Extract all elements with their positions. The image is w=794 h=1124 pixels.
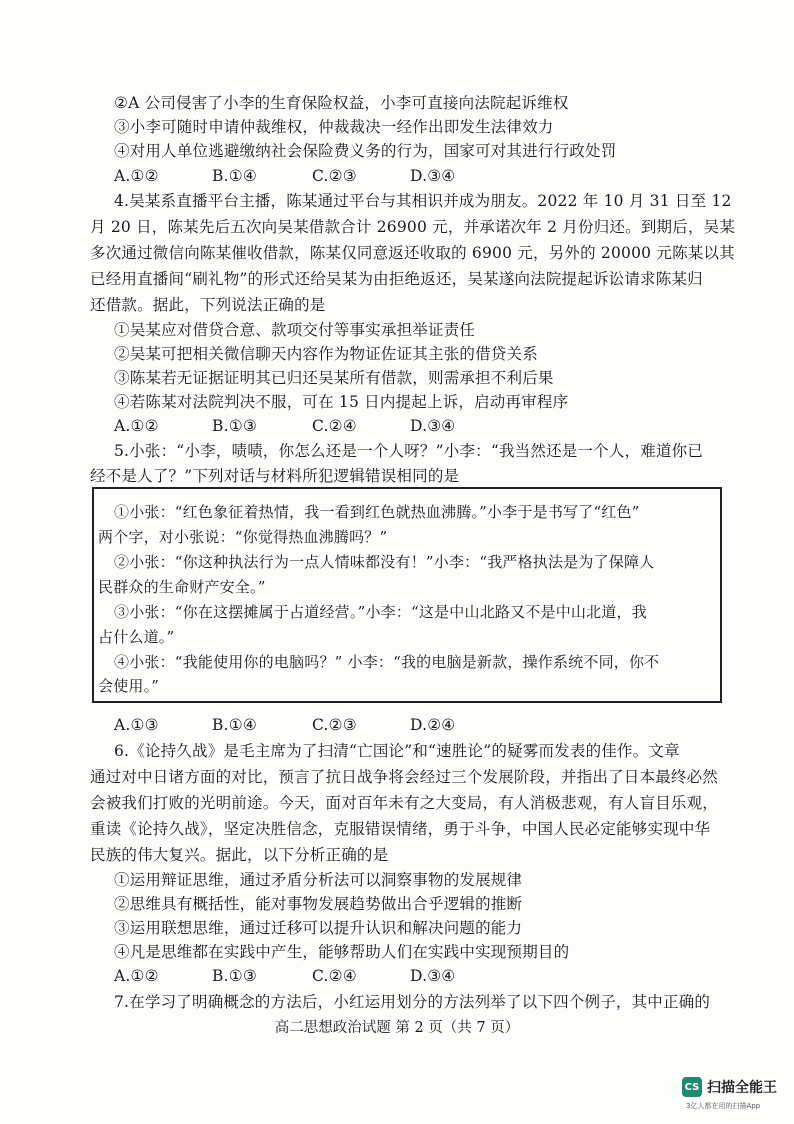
q5-dialogue-line: 占什么道。” bbox=[98, 628, 175, 646]
scanner-watermark bbox=[682, 1077, 777, 1097]
q4-statement-4: ④若陈某对法院判决不服，可在 15 日内提起上诉，启动再审程序 bbox=[114, 393, 569, 411]
q3-option-d: D.③④ bbox=[410, 167, 456, 185]
q6-stem-line: 通过对中日诸方面的对比，预言了抗日战争将会经过三个发展阶段，并指出了日本最终必然 bbox=[90, 768, 719, 786]
q4-statement-2: ②吴某可把相关微信聊天内容作为物证佐证其主张的借贷关系 bbox=[114, 345, 538, 363]
q6-stem-line: 民族的伟大复兴。据此，以下分析正确的是 bbox=[90, 846, 389, 864]
q5-dialogue-line: 会使用。” bbox=[98, 677, 160, 695]
q6-stem-line: 6.《论持久战》是毛主席为了扫清“亡国论”和“速胜论”的疑雾而发表的佳作。文章 bbox=[114, 742, 680, 760]
q6-statement-4: ④凡是思维都在实践中产生，能够帮助人们在实践中实现预期目的 bbox=[114, 943, 570, 961]
q4-statement-3: ③陈某若无证据证明其已归还吴某所有借款，则需承担不利后果 bbox=[114, 369, 554, 387]
q5-option-c: C.②③ bbox=[312, 716, 357, 734]
q5-dialogue-line: ③小张：“你在这摆摊属于占道经营。”小李：“这是中山北路又不是中山北道，我 bbox=[114, 603, 647, 621]
q4-stem-line: 已经用直播间“刷礼物”的形式还给吴某为由拒绝返还，吴某遂向法院提起诉讼请求陈某归 bbox=[90, 270, 703, 288]
q6-option-a: A.①② bbox=[114, 967, 159, 985]
q5-option-d: D.②④ bbox=[410, 716, 456, 734]
q3-option-b: B.①④ bbox=[212, 167, 257, 185]
q5-stem-line: 5.小张：“小李，啧啧，你怎么还是一个人呀？”小李：“我当然还是一个人，难道你已 bbox=[114, 442, 704, 460]
q4-statement-1: ①吴某应对借贷合意、款项交付等事实承担举证责任 bbox=[114, 321, 476, 339]
q5-material-box bbox=[92, 487, 722, 703]
q6-option-c: C.②④ bbox=[312, 967, 357, 985]
page-footer: 高二思想政治试题 第 2 页（共 7 页） bbox=[274, 1020, 520, 1036]
q6-stem-line: 会被我们打败的光明前途。今天，面对百年未有之大变局，有人消极悲观，有人盲目乐观， bbox=[90, 794, 719, 812]
q3-option-c: C.②③ bbox=[312, 167, 357, 185]
q5-option-b: B.①④ bbox=[212, 716, 257, 734]
q4-option-a: A.①② bbox=[114, 417, 159, 435]
q6-statement-2: ②思维具有概括性，能对事物发展趋势做出合乎逻辑的推断 bbox=[114, 895, 523, 913]
q5-dialogue-line: 两个字，对小张说：“你觉得热血沸腾吗？” bbox=[98, 528, 388, 546]
q4-option-d: D.③④ bbox=[410, 417, 456, 435]
scanner-tagline: 3亿人都在用的扫描App bbox=[686, 1102, 761, 1110]
q3-option-a: A.①② bbox=[114, 167, 159, 185]
q3-statement-2: ②A 公司侵害了小李的生育保险权益，小李可直接向法院起诉维权 bbox=[114, 94, 569, 112]
q6-statement-3: ③运用联想思维，通过迁移可以提升认识和解决问题的能力 bbox=[114, 919, 523, 937]
q4-option-b: B.①③ bbox=[212, 417, 257, 435]
q5-dialogue-line: ④小张：“我能使用你的电脑吗？” 小李：“我的电脑是新款，操作系统不同，你不 bbox=[114, 653, 660, 671]
q4-stem-line: 月 20 日，陈某先后五次向吴某借款合计 26900 元，并承诺次年 2 月份归还。到期后，吴某 bbox=[90, 218, 736, 236]
q7-stem-line: 7.在学习了明确概念的方法后，小红运用划分的方法列举了以下四个例子，其中正确的 bbox=[114, 993, 711, 1011]
q4-stem-line: 4.吴某系直播平台主播，陈某通过平台与其相识并成为朋友。2022 年 10 月 31 日至 12 bbox=[114, 192, 732, 210]
q5-stem-line: 经不是人了？”下列对话与材料所犯逻辑错误相同的是 bbox=[90, 467, 460, 485]
q5-dialogue-line: ①小张：“红色象征着热情，我一看到红色就热血沸腾。”小李于是书写了“红色” bbox=[114, 503, 640, 521]
q6-option-d: D.③④ bbox=[410, 967, 456, 985]
q6-statement-1: ①运用辩证思维，通过矛盾分析法可以洞察事物的发展规律 bbox=[114, 871, 523, 889]
q3-statement-3: ③小李可随时申请仲裁维权，仲裁裁决一经作出即发生法律效力 bbox=[114, 118, 554, 136]
q5-dialogue-line: 民群众的生命财产安全。” bbox=[98, 578, 266, 596]
q6-option-b: B.①③ bbox=[212, 967, 257, 985]
q6-stem-line: 重读《论持久战》，坚定决胜信念，克服错误情绪，勇于斗争，中国人民必定能够实现中华 bbox=[90, 820, 711, 838]
q5-dialogue-line: ②小张：“你这种执法行为一点人情味都没有！”小李：“我严格执法是为了保障人 bbox=[114, 553, 655, 571]
q4-stem-line: 多次通过微信向陈某催收借款，陈某仅同意返还收取的 6900 元，另外的 20000 元陈某以其 bbox=[90, 244, 735, 262]
q4-option-c: C.②④ bbox=[312, 417, 357, 435]
scanner-app-name: 扫描全能王 bbox=[707, 1080, 777, 1096]
cs-logo-icon: CS bbox=[682, 1077, 702, 1097]
q5-option-a: A.①③ bbox=[114, 716, 159, 734]
q3-statement-4: ④对用人单位逃避缴纳社会保险费义务的行为，国家可对其进行行政处罚 bbox=[114, 142, 617, 160]
q4-stem-line: 还借款。据此，下列说法正确的是 bbox=[90, 296, 326, 314]
